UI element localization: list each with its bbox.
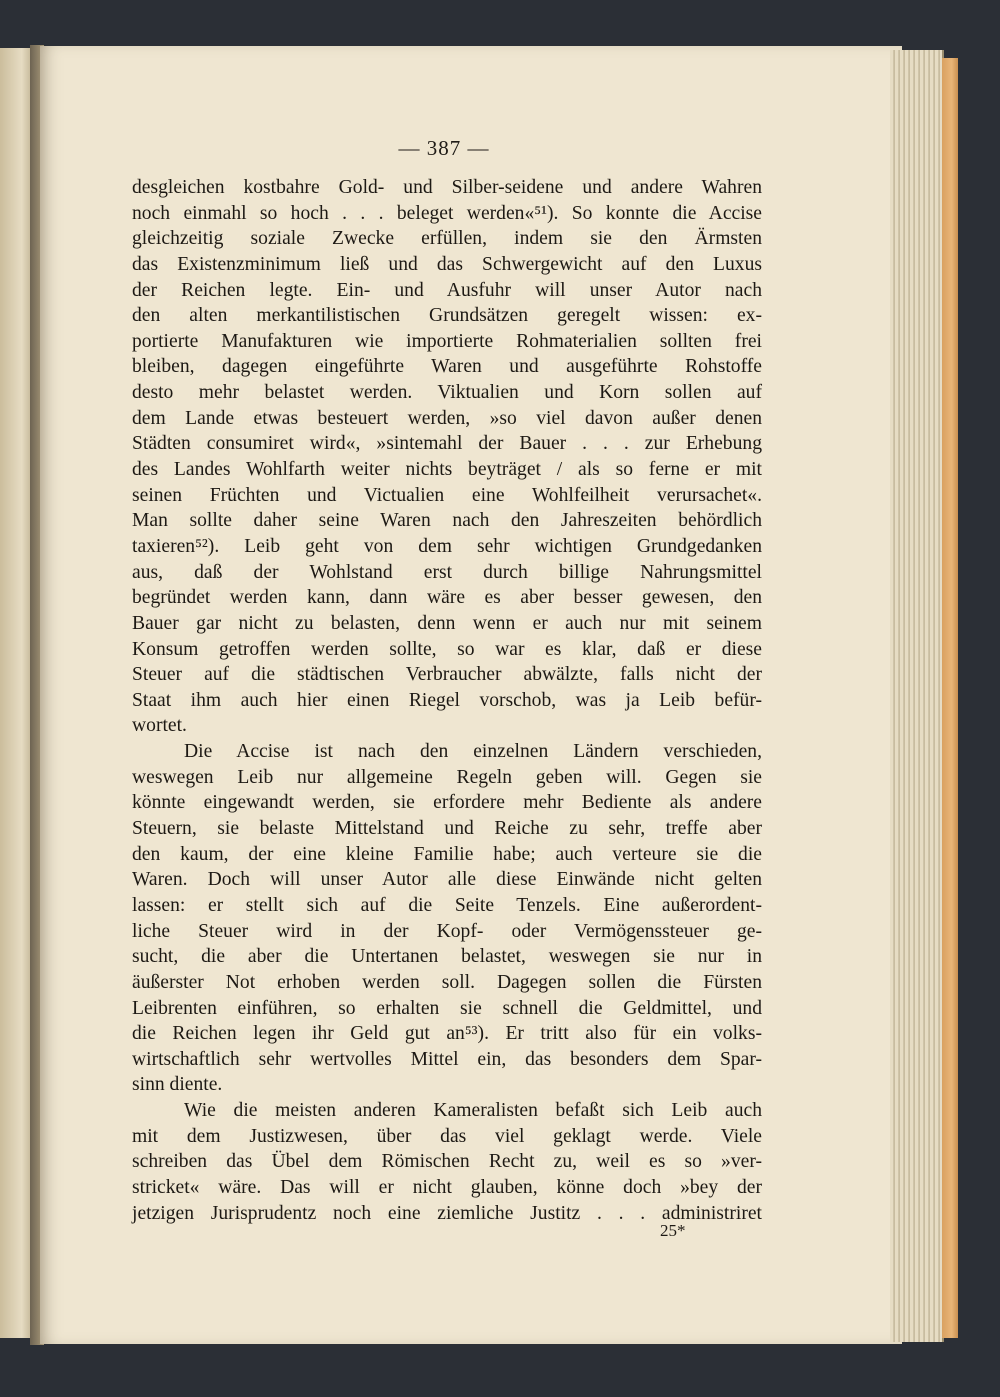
page-number: — 387 — (398, 136, 490, 160)
text-line: jetzigen Jurisprudentz noch eine ziemliche Justitz . . . administriret (132, 1202, 762, 1224)
text-line: Steuer auf die städtischen Verbraucher abwälzte, falls nicht der (132, 664, 762, 686)
text-line: der Reichen legte. Ein- und Ausfuhr will unser Autor nach (132, 279, 762, 301)
text-line: sucht, die aber die Untertanen belastet, weswegen sie nur in (132, 946, 762, 968)
text-line: aus, daß der Wohlstand erst durch billige Nahrungsmittel (132, 561, 762, 583)
text-line: äußerster Not erhoben werden soll. Dagegen sollen die Fürsten (132, 971, 762, 993)
text-line: Staat ihm auch hier einen Riegel vorschob, was ja Leib befür- (132, 689, 762, 711)
text-line: noch einmahl so hoch . . . beleget werden«⁵¹). So konnte die Accise (132, 202, 762, 224)
text-line: liche Steuer wird in der Kopf- oder Vermögenssteuer ge- (132, 920, 762, 942)
text-line: Konsum getroffen werden sollte, so war es klar, daß er diese (132, 638, 762, 660)
text-line: Waren. Doch will unser Autor alle diese Einwände nicht gelten (132, 869, 762, 891)
text-line: Leibrenten einführen, so erhalten sie schnell die Geldmittel, und (132, 997, 762, 1019)
text-line: mit dem Justizwesen, über das viel geklagt werde. Viele (132, 1125, 762, 1147)
text-line: das Existenzminimum ließ und das Schwergewicht auf den Luxus (132, 253, 762, 275)
text-line: die Reichen legen ihr Geld gut an⁵³). Er tritt also für ein volks- (132, 1023, 762, 1045)
text-line: weswegen Leib nur allgemeine Regeln geben will. Gegen sie (132, 766, 762, 788)
text-line: wirtschaftlich sehr wertvolles Mittel ein, das besonders dem Spar- (132, 1048, 762, 1070)
text-line: stricket« wäre. Das will er nicht glauben, könne doch »bey der (132, 1176, 762, 1198)
book-cover-edge (942, 58, 958, 1338)
text-line: begründet werden kann, dann wäre es aber besser gewesen, den (132, 587, 762, 609)
text-line: lassen: er stellt sich auf die Seite Tenzels. Eine außerordent- (132, 894, 762, 916)
text-line: Die Accise ist nach den einzelnen Ländern verschieden, (184, 741, 762, 763)
text-line: des Landes Wohlfarth weiter nichts beyträget / als so ferne er mit (132, 459, 762, 481)
text-line: gleichzeitig soziale Zwecke erfüllen, indem sie den Ärmsten (132, 228, 762, 250)
text-line: Steuern, sie belaste Mittelstand und Reiche zu sehr, treffe aber (132, 818, 762, 840)
text-line: den kaum, der eine kleine Familie habe; auch verteure sie die (132, 843, 762, 865)
text-line: den alten merkantilistischen Grundsätzen geregelt wissen: ex- (132, 305, 762, 327)
text-line: könnte eingewandt werden, sie erfordere mehr Bediente als andere (132, 792, 762, 814)
printer-signature-mark: 25* (660, 1221, 686, 1240)
text-line: Städten consumiret wird«, »sintemahl der Bauer . . . zur Erhebung (132, 433, 762, 455)
text-line: taxieren⁵²). Leib geht von dem sehr wichtigen Grundgedanken (132, 535, 762, 557)
page-block-edges (890, 50, 944, 1342)
text-line: seinen Früchten und Victualien eine Wohlfeilheit verursachet«. (132, 484, 762, 506)
text-line: dem Lande etwas besteuert werden, »so viel davon außer denen (132, 407, 762, 429)
text-line: wortet. (132, 715, 187, 737)
text-line: Man sollte daher seine Waren nach den Jahreszeiten behördlich (132, 510, 762, 532)
text-line: desgleichen kostbahre Gold- und Silber-seidene und andere Wahren (132, 177, 762, 198)
text-line: portierte Manufakturen wie importierte Rohmaterialien sollten frei (132, 330, 762, 352)
text-line: Wie die meisten anderen Kameralisten befaßt sich Leib auch (184, 1100, 762, 1122)
text-line: bleiben, dagegen eingeführte Waren und ausgeführte Rohstoffe (132, 356, 762, 378)
text-line: sinn diente. (132, 1074, 223, 1096)
text-line: schreiben das Übel dem Römischen Recht zu, weil es so »ver- (132, 1151, 762, 1173)
text-line: Bauer gar nicht zu belasten, denn wenn er auch nur mit seinem (132, 612, 762, 634)
text-line: desto mehr belastet werden. Viktualien und Korn sollen auf (132, 382, 762, 404)
body-text (132, 175, 762, 1226)
